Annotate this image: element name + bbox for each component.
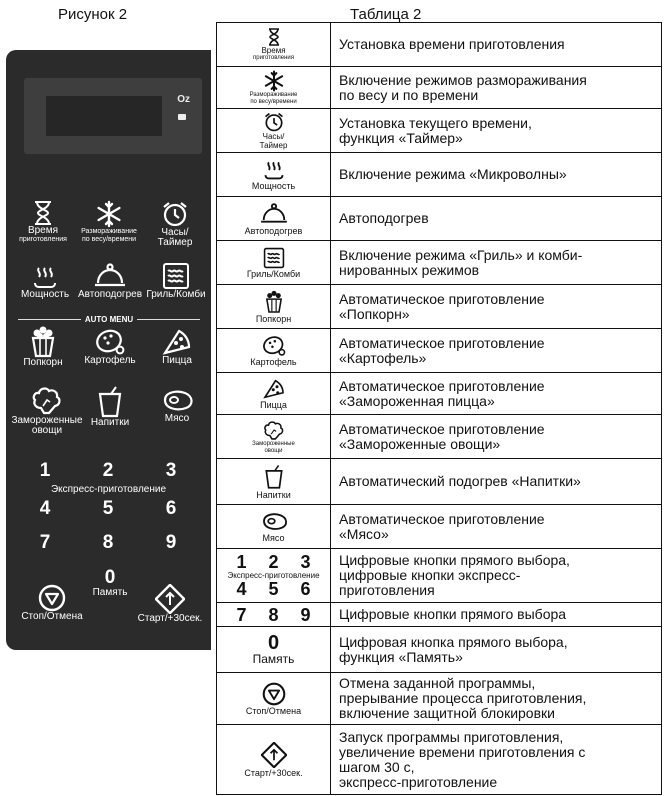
- cloche-icon: [93, 262, 127, 290]
- row-description: Отмена заданной программы, прерывание процесса приготовления, включение защитной блокировки: [331, 673, 662, 725]
- potato-icon: [261, 335, 287, 357]
- row-icon-label: Часы/: [262, 131, 285, 141]
- express-label: Экспресс-приготовление: [50, 484, 167, 495]
- display-screen: [46, 96, 162, 136]
- row-icon-label: Замороженные: [252, 440, 295, 447]
- row-icon-label: Стоп/Отмена: [245, 705, 302, 716]
- hourglass-icon: [267, 28, 281, 46]
- pizza-label: Пицца: [162, 355, 192, 366]
- row-icon-label: Гриль/Комби: [246, 268, 301, 279]
- grill-icon: [263, 247, 285, 269]
- row-description: Автоматическое приготовление «Замороженная пицца»: [331, 373, 662, 415]
- start-label: Старт/+30сек.: [137, 613, 203, 624]
- grill-button[interactable]: [142, 262, 210, 300]
- row-description: Установка текущего времени, функция «Таймер»: [331, 109, 662, 153]
- drinks-label: Напитки: [90, 417, 130, 428]
- digit-7-button[interactable]: 7: [39, 532, 51, 553]
- row-description: Автоподогрев: [331, 197, 662, 241]
- row-description: Включение режима «Микроволны»: [331, 153, 662, 197]
- potato-icon: [94, 328, 126, 356]
- steam-waves-icon: [32, 264, 58, 290]
- digit-0: 0: [267, 632, 280, 654]
- table-row: [217, 241, 662, 285]
- start-button[interactable]: [130, 584, 210, 624]
- stop-label: Стоп/Отмена: [21, 611, 83, 622]
- row-icon-label: Размораживание: [249, 91, 298, 98]
- stop-icon: [262, 682, 286, 706]
- clock-label: Часы/: [161, 227, 189, 238]
- table-row: [217, 725, 662, 795]
- pizza-button[interactable]: [146, 328, 208, 366]
- memory-label: Память: [92, 587, 128, 598]
- auto-menu-divider: [18, 313, 200, 325]
- drinks-button[interactable]: [80, 386, 140, 428]
- table-row: [217, 197, 662, 241]
- oz-indicator: Oz: [177, 94, 190, 105]
- row-icon-label: Мясо: [262, 532, 285, 543]
- table-row: [217, 329, 662, 373]
- defrost-sublabel: по весу/времени: [81, 236, 137, 243]
- row-description: Установка времени приготовления: [331, 23, 662, 67]
- meat-icon: [259, 511, 289, 533]
- popcorn-icon: [264, 290, 284, 314]
- table-row: [217, 505, 662, 549]
- row-icon-sublabel: Таймер: [259, 140, 288, 150]
- clock-button[interactable]: [144, 200, 206, 248]
- table-row: [217, 67, 662, 109]
- row-description: Автоматическое приготовление «Мясо»: [331, 505, 662, 549]
- lamp-indicator: [178, 114, 186, 120]
- table-row: [217, 415, 662, 459]
- display-window: [24, 78, 202, 154]
- time-label: Время: [27, 225, 59, 236]
- row-icon-sublabel: приготовления: [252, 54, 295, 61]
- meat-label: Мясо: [164, 413, 190, 424]
- digit-2-button[interactable]: 2: [102, 460, 114, 481]
- potato-label: Картофель: [84, 355, 136, 366]
- pizza-icon: [161, 328, 193, 356]
- broccoli-icon: [31, 384, 63, 416]
- steam-waves-icon: [263, 159, 285, 181]
- digits-row: 7 8 9: [236, 604, 311, 625]
- digit-0-button[interactable]: [88, 568, 132, 598]
- table-row: [217, 23, 662, 67]
- row-icon-sublabel: по весу/времени: [250, 98, 297, 105]
- row-description: Запуск программы приготовления, увеличение времени приготовления с шагом 30 с, экспресс-приготовление: [331, 725, 662, 795]
- row-icon-label: Напитки: [256, 489, 291, 500]
- frozen-veg-sublabel: овощи: [31, 425, 63, 436]
- popcorn-icon: [29, 326, 57, 358]
- digit-8-button[interactable]: 8: [102, 532, 114, 553]
- stop-icon: [38, 584, 66, 612]
- row-icon-label: Попкорн: [255, 313, 292, 324]
- digits-row: 1 2 3: [236, 552, 311, 572]
- auto-reheat-label: Автоподогрев: [77, 289, 143, 300]
- digits-row: 4 5 6: [236, 579, 311, 599]
- row-description: Цифровые кнопки прямого выбора, цифровые кнопки экспресс- приготовления: [331, 549, 662, 603]
- pizza-icon: [262, 378, 286, 400]
- clock-sublabel: Таймер: [157, 237, 193, 248]
- snowflake-icon: [263, 70, 285, 92]
- table-row: [217, 285, 662, 329]
- row-description: Автоматическое приготовление «Замороженные овощи»: [331, 415, 662, 459]
- power-button[interactable]: [12, 264, 78, 300]
- functions-table: [216, 22, 662, 795]
- row-description: Цифровые кнопки прямого выбора: [331, 603, 662, 627]
- table-row: [217, 373, 662, 415]
- row-icon-label: Пицца: [260, 399, 287, 410]
- row-description: Включение режимов размораживания по весу и по времени: [331, 67, 662, 109]
- time-button[interactable]: [12, 200, 74, 244]
- auto-reheat-button[interactable]: [76, 262, 144, 300]
- meat-button[interactable]: [146, 388, 208, 424]
- meat-icon: [159, 388, 195, 414]
- popcorn-button[interactable]: [12, 326, 74, 368]
- potato-button[interactable]: [78, 328, 142, 366]
- row-description: Цифровая кнопка прямого выбора, функция «Память»: [331, 627, 662, 673]
- table-row: [217, 603, 662, 627]
- grill-icon: [162, 262, 190, 290]
- row-icon-label: Старт/+30сек.: [244, 767, 303, 778]
- table-row: [217, 109, 662, 153]
- table-row: [217, 627, 662, 673]
- hourglass-icon: [32, 200, 54, 226]
- cloche-icon: [259, 202, 289, 226]
- row-description: Включение режима «Гриль» и комби- нированных режимов: [331, 241, 662, 285]
- figure-caption: Рисунок 2: [58, 6, 128, 23]
- table-row: [217, 673, 662, 725]
- time-sublabel: приготовления: [19, 236, 67, 243]
- start-icon: [155, 584, 185, 614]
- row-icon-label: Картофель: [250, 356, 297, 367]
- grill-label: Гриль/Комби: [146, 289, 206, 300]
- digit-5-button[interactable]: 5: [102, 498, 114, 519]
- row-icon-label: Автоподогрев: [244, 225, 303, 236]
- defrost-label: Размораживание: [81, 228, 137, 235]
- row-description: Автоматическое приготовление «Попкорн»: [331, 285, 662, 329]
- row-description: Автоматический подогрев «Напитки»: [331, 459, 662, 505]
- row-icon-label: Память: [252, 652, 295, 666]
- digit-6-button[interactable]: 6: [165, 498, 177, 519]
- table-row: [217, 459, 662, 505]
- table-caption: Таблица 2: [350, 6, 422, 23]
- popcorn-label: Попкорн: [23, 357, 63, 368]
- snowflake-icon: [95, 200, 123, 228]
- express-label: Экспресс-приготовление: [227, 571, 320, 580]
- digit-3-button[interactable]: 3: [165, 460, 177, 481]
- cup-icon: [97, 386, 123, 418]
- frozen-veg-label: Замороженные: [11, 415, 83, 426]
- digit-1-button[interactable]: 1: [39, 460, 51, 481]
- row-description: Автоматическое приготовление «Картофель»: [331, 329, 662, 373]
- row-icon-sublabel: овощи: [264, 447, 283, 454]
- auto-menu-label: AUTO MENU: [84, 314, 134, 324]
- alarm-clock-icon: [263, 112, 285, 132]
- defrost-button[interactable]: [76, 200, 142, 244]
- table-row: [217, 153, 662, 197]
- alarm-clock-icon: [161, 200, 189, 228]
- stop-button[interactable]: [12, 584, 92, 622]
- power-label: Мощность: [20, 289, 70, 300]
- digit-0-label: 0: [104, 567, 116, 588]
- frozen-veg-button[interactable]: [10, 384, 84, 436]
- table-row: [217, 549, 662, 603]
- digit-9-button[interactable]: 9: [165, 532, 177, 553]
- digit-4-button[interactable]: 4: [39, 498, 51, 519]
- control-panel: [6, 50, 211, 650]
- row-icon-label: Мощность: [251, 180, 296, 191]
- row-icon-label: Время: [261, 45, 286, 55]
- cup-icon: [264, 464, 284, 490]
- broccoli-icon: [263, 419, 285, 441]
- start-icon: [261, 742, 287, 768]
